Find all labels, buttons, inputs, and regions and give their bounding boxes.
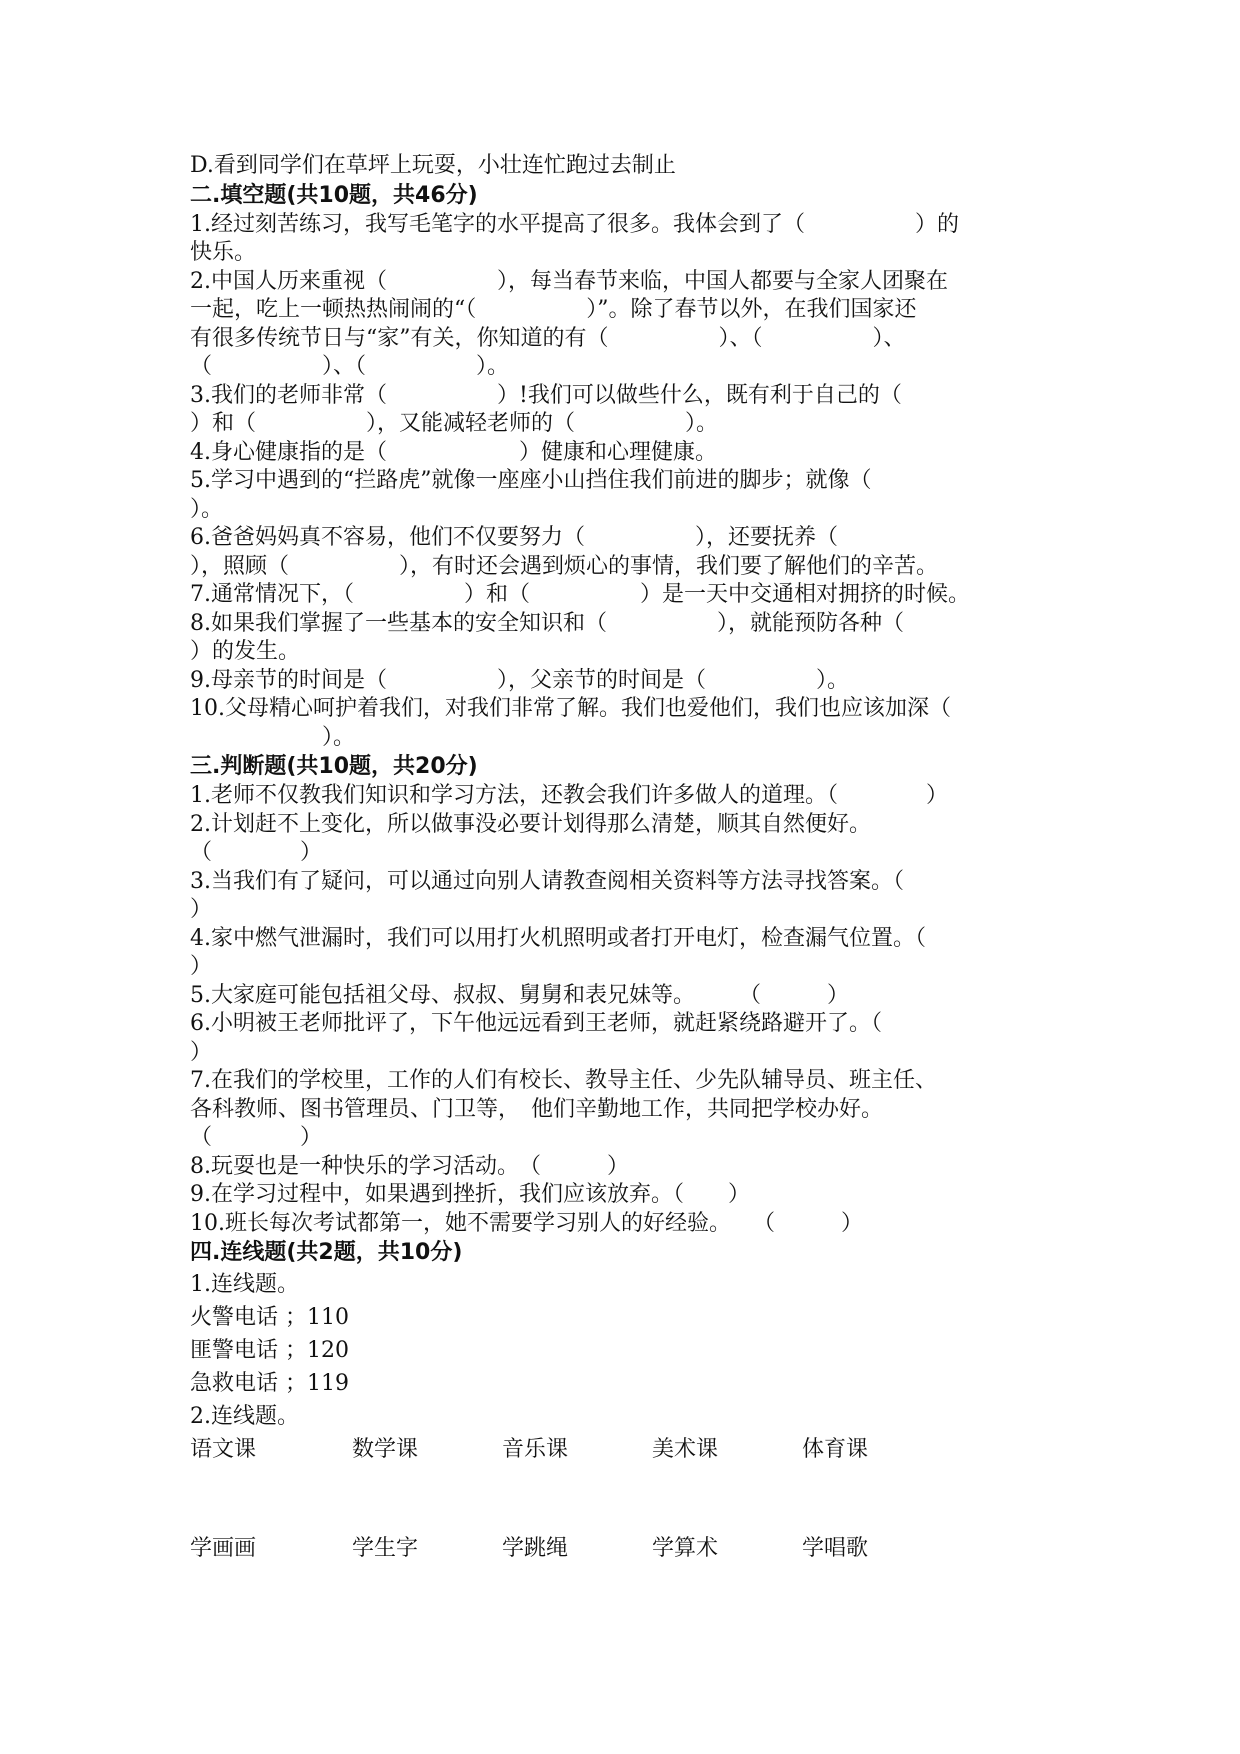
judgment-line: 2.计划赶不上变化，所以做事没必要计划得那么清楚，顺其自然便好。 <box>190 811 871 837</box>
fill-line: 一起，吃上一顿热热闹闹的“（ ）”。除了春节以外，在我们国家还 <box>190 297 917 322</box>
fill-line: （ ）、（ ）。 <box>190 354 510 379</box>
fill-line: 6.爸爸妈妈真不容易，他们不仅要努力（ ），还要抚养（ <box>190 525 838 550</box>
subject-item: 音乐课 <box>502 1437 569 1462</box>
judgment-questions <box>190 782 1070 1238</box>
judgment-line: 4.家中燃气泄漏时，我们可以用打火机照明或者打开电灯，检查漏气位置。（ <box>190 925 926 951</box>
judgment-line: （ ） <box>190 1125 323 1150</box>
activity-item: 学算术 <box>652 1536 719 1561</box>
fill-line: ）。 <box>190 496 224 522</box>
fill-line: 4.身心健康指的是（ ）健康和心理健康。 <box>190 439 717 465</box>
matching-questions <box>190 1268 1070 1565</box>
subject-item: 语文课 <box>190 1437 257 1462</box>
section-matching-heading: 四.连线题(共2题，共10分) <box>190 1240 463 1265</box>
fill-line: 7.通常情况下，（ ）和（ ）是一天中交通相对拥挤的时候。 <box>190 582 970 607</box>
fill-line: 有很多传统节日与“家”有关，你知道的有（ ）、（ ）、 <box>190 325 906 351</box>
fill-line: 2.中国人历来重视（ ），每当春节来临，中国人都要与全家人团聚在 <box>190 268 948 294</box>
phone-pair: 匪警电话 ；120 <box>190 1338 349 1363</box>
judgment-line: 6.小明被王老师批评了，下午他远远看到王老师，就赶紧绕路避开了。（ <box>190 1011 882 1036</box>
judgment-line: ） <box>190 1039 213 1065</box>
worksheet-page <box>190 152 1070 1565</box>
fill-line: ）的发生。 <box>190 639 301 664</box>
fill-line: 10.父母精心呵护着我们，对我们非常了解。我们也爱他们，我们也应该加深（ <box>190 696 951 721</box>
fill-line: 8.如果我们掌握了一些基本的安全知识和（ ），就能预防各种（ <box>190 610 904 636</box>
subject-item: 体育课 <box>802 1437 869 1462</box>
judgment-line: 8.玩耍也是一种快乐的学习活动。 （ ） <box>190 1153 629 1179</box>
judgment-line: 7.在我们的学校里，工作的人们有校长、教导主任、少先队辅导员、班主任、 <box>190 1068 937 1093</box>
activity-item: 学唱歌 <box>802 1536 869 1561</box>
phone-pair: 急救电话 ；119 <box>190 1371 349 1396</box>
matching-q1-title: 1.连线题。 <box>190 1272 299 1297</box>
judgment-line: （ ） <box>190 840 323 865</box>
option-d-text: D.看到同学们在草坪上玩耍，小壮连忙跑过去制止 <box>190 153 676 178</box>
fill-line: 快乐。 <box>190 240 257 265</box>
phone-pair: 火警电话 ；110 <box>190 1305 349 1330</box>
judgment-line: ） <box>190 954 213 979</box>
fill-line: ）和（ ），又能减轻老师的（ ）。 <box>190 411 719 436</box>
fill-line: ），照顾（ ），有时还会遇到烦心的事情，我们要了解他们的辛苦。 <box>190 553 939 579</box>
subject-item: 数学课 <box>352 1437 419 1462</box>
judgment-line: 各科教师、图书管理员、门卫等， 他们辛勤地工作，共同把学校办好。 <box>190 1096 884 1122</box>
judgment-line: ） <box>190 897 213 922</box>
judgment-line: 10.班长每次考试都第一，她不需要学习别人的好经验。 （ ） <box>190 1210 863 1236</box>
fill-line: ）。 <box>190 724 356 750</box>
fill-line: 9.母亲节的时间是（ ），父亲节的时间是（ ）。 <box>190 667 849 693</box>
subject-item: 美术课 <box>652 1437 719 1462</box>
judgment-line: 9.在学习过程中，如果遇到挫折，我们应该放弃。（ ） <box>190 1182 750 1207</box>
activity-row <box>190 1532 1070 1565</box>
judgment-line: 1.老师不仅教我们知识和学习方法，还教会我们许多做人的道理。（ ） <box>190 783 948 808</box>
fill-line: 5.学习中遇到的“拦路虎”就像一座座小山挡住我们前进的脚步；就像（ <box>190 468 872 493</box>
fill-line: 1.经过刻苦练习，我写毛笔字的水平提高了很多。我体会到了（ ）的 <box>190 211 959 237</box>
activity-item: 学画画 <box>190 1536 257 1561</box>
judgment-line: 3.当我们有了疑问，可以通过向别人请教查阅相关资料等方法寻找答案。（ <box>190 868 904 894</box>
fill-blank-questions <box>190 211 1070 753</box>
subject-row <box>190 1433 1070 1466</box>
section-judgment-heading: 三.判断题(共10题，共20分) <box>190 754 478 779</box>
matching-q2-title: 2.连线题。 <box>190 1404 299 1429</box>
activity-item: 学生字 <box>352 1536 419 1561</box>
judgment-line: 5.大家庭可能包括祖父母、叔叔、舅舅和表兄妹等。 （ ） <box>190 982 849 1008</box>
fill-line: 3.我们的老师非常（ ）!我们可以做些什么，既有利于自己的（ <box>190 382 902 408</box>
section-fill-blank-heading: 二.填空题(共10题，共46分) <box>190 182 478 208</box>
activity-item: 学跳绳 <box>502 1536 569 1561</box>
